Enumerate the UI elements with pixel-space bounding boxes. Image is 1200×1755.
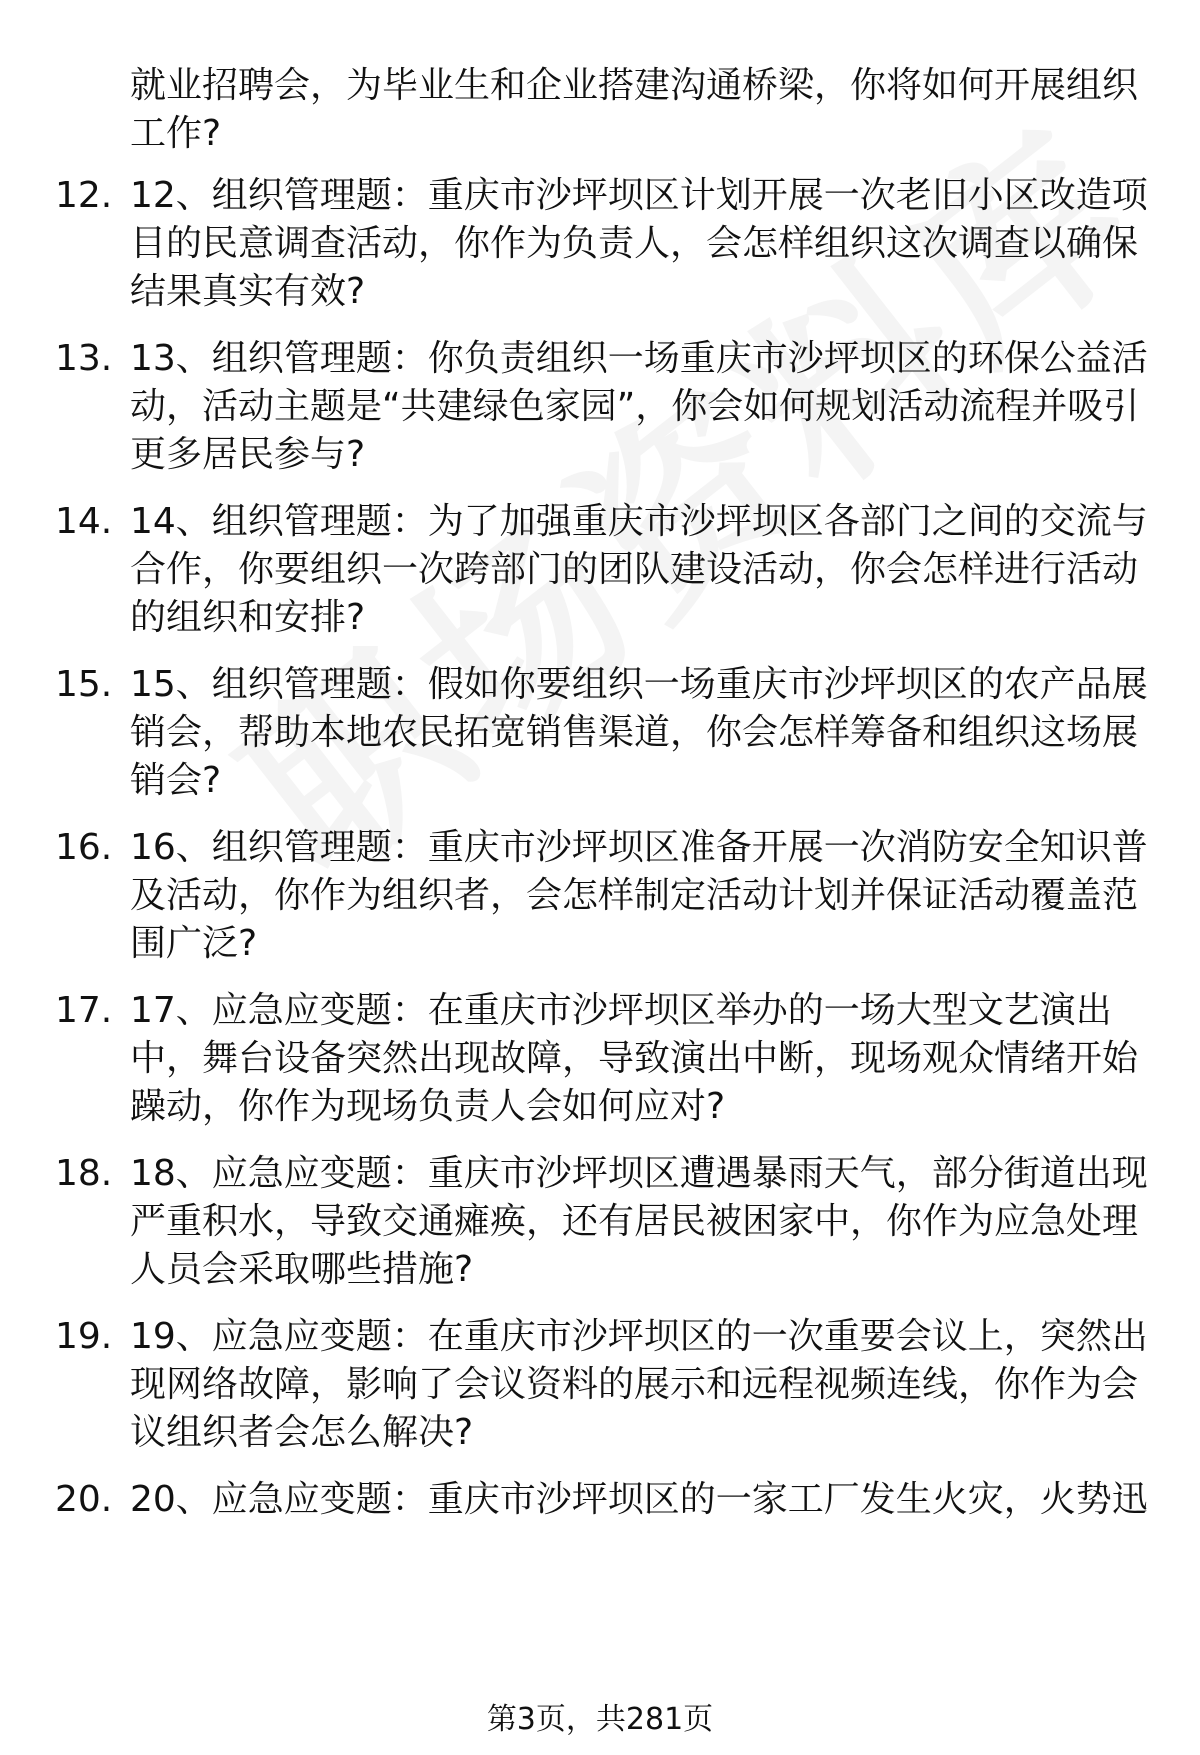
item-number: 18. xyxy=(55,1153,113,1194)
page-footer: 第3页，共281页 xyxy=(486,1702,714,1737)
item-text: 12、组织管理题：重庆市沙坪坝区计划开展一次老旧小区改造项目的民意调查活动，你作为负责人，会怎样组织这次调查以确保结果真实有效? xyxy=(130,175,1148,312)
item-text: 14、组织管理题：为了加强重庆市沙坪坝区各部门之间的交流与合作，你要组织一次跨部门的团队建设活动，你会怎样进行活动的组织和安排? xyxy=(130,501,1148,638)
continued-question-text: 就业招聘会，为毕业生和企业搭建沟通桥梁，你将如何开展组织工作? xyxy=(130,65,1139,154)
list-item xyxy=(0,498,1200,642)
item-number: 19. xyxy=(55,1316,113,1357)
item-number: 16. xyxy=(55,827,113,868)
list-item xyxy=(0,1313,1200,1457)
list-item xyxy=(0,1150,1200,1294)
list-item xyxy=(0,1476,1200,1524)
list-item xyxy=(0,172,1200,316)
item-text: 13、组织管理题：你负责组织一场重庆市沙坪坝区的环保公益活动，活动主题是“共建绿色家园”，你会如何规划活动流程并吸引更多居民参与? xyxy=(130,338,1148,475)
item-number: 14. xyxy=(55,501,113,542)
list-item xyxy=(0,824,1200,968)
item-number: 13. xyxy=(55,338,113,379)
list-item xyxy=(0,661,1200,805)
item-text: 17、应急应变题：在重庆市沙坪坝区举办的一场大型文艺演出中，舞台设备突然出现故障，导致演出中断，现场观众情绪开始躁动，你作为现场负责人会如何应对? xyxy=(130,990,1139,1127)
item-text: 19、应急应变题：在重庆市沙坪坝区的一次重要会议上，突然出现网络故障，影响了会议资料的展示和远程视频连线，你作为会议组织者会怎么解决? xyxy=(130,1316,1148,1453)
item-text: 15、组织管理题：假如你要组织一场重庆市沙坪坝区的农产品展销会，帮助本地农民拓宽销售渠道，你会怎样筹备和组织这场展销会? xyxy=(130,664,1148,801)
item-text: 18、应急应变题：重庆市沙坪坝区遭遇暴雨天气，部分街道出现严重积水，导致交通瘫痪，还有居民被困家中，你作为应急处理人员会采取哪些措施? xyxy=(130,1153,1148,1290)
list-item xyxy=(0,987,1200,1131)
item-text: 20、应急应变题：重庆市沙坪坝区的一家工厂发生火灾，火势迅 xyxy=(130,1479,1148,1520)
item-number: 15. xyxy=(55,664,113,705)
item-number: 20. xyxy=(55,1479,113,1520)
item-text: 16、组织管理题：重庆市沙坪坝区准备开展一次消防安全知识普及活动，你作为组织者，会怎样制定活动计划并保证活动覆盖范围广泛? xyxy=(130,827,1148,964)
item-number: 17. xyxy=(55,990,113,1031)
list-item xyxy=(0,335,1200,479)
item-number: 12. xyxy=(55,175,113,216)
